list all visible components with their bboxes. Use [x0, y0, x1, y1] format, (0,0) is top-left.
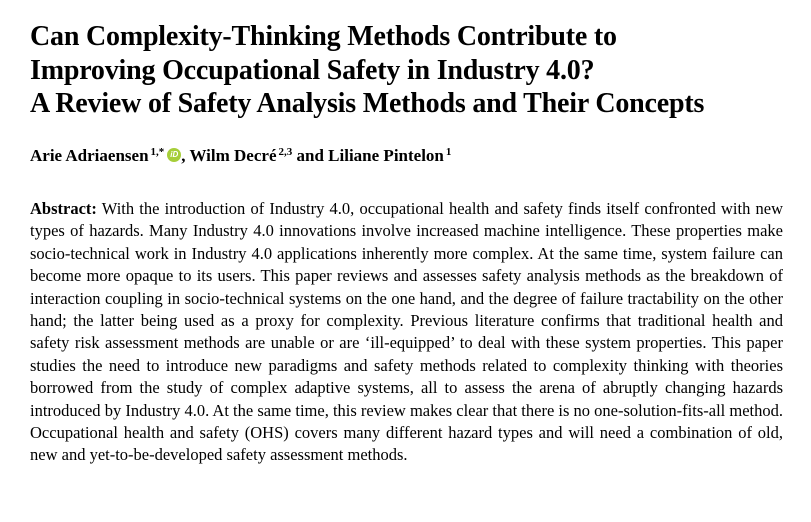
author-line	[30, 146, 451, 166]
author-2-name: Wilm Decré	[189, 146, 277, 165]
orcid-icon[interactable]	[167, 148, 181, 162]
title-line-3: A Review of Safety Analysis Methods and Their Concepts	[30, 88, 705, 119]
title-line-2: Improving Occupational Safety in Industry 4.0?	[30, 54, 595, 86]
author-separator-1: ,	[181, 146, 190, 165]
abstract-paragraph	[30, 198, 783, 467]
author-2-affiliation-superscript: 2,3	[278, 146, 293, 158]
paper-title	[30, 20, 704, 121]
abstract-text: With the introduction of Industry 4.0, occupational health and safety finds itself confronted with new types of hazards. Many Industry 4.0 innovations involve increased machine intelligence. These properties make socio-technical work in Industry 4.0 applications inherently more complex. At the same time, system failure can become more opaque to its users. This paper reviews and assesses safety analysis methods as the breakdown of interaction coupling in socio-technical systems on the one hand, and the degree of failure tractability on the other hand; the latter being used as a proxy for complexity. Previous literature confirms that traditional health and safety risk assessment methods are unable or are ‘ill-equipped’ to deal with these system properties. This paper studies the need to introduce new paradigms and safety methods related to complexity thinking with theories borrowed from the study of complex adaptive systems, all to assess the arena of abruptly changing hazards introduced by Industry 4.0. At the same time, this review makes clear that there is no one-solution-fits-all method. Occupational health and safety (OHS) covers many different hazard types and will need a combination of old, new and yet-to-be-developed safety assessment methods.	[30, 199, 783, 465]
author-1-affiliation-superscript: 1,*	[150, 146, 165, 158]
author-separator-2: and	[292, 146, 329, 165]
author-1-name: Arie Adriaensen	[30, 146, 149, 165]
title-line-1: Can Complexity-Thinking Methods Contribute to	[30, 21, 617, 52]
abstract-label: Abstract:	[30, 199, 97, 218]
author-3-affiliation-superscript: 1	[445, 146, 452, 158]
orcid-id-label: iD	[170, 150, 179, 159]
author-3-name: Liliane Pintelon	[328, 146, 444, 165]
